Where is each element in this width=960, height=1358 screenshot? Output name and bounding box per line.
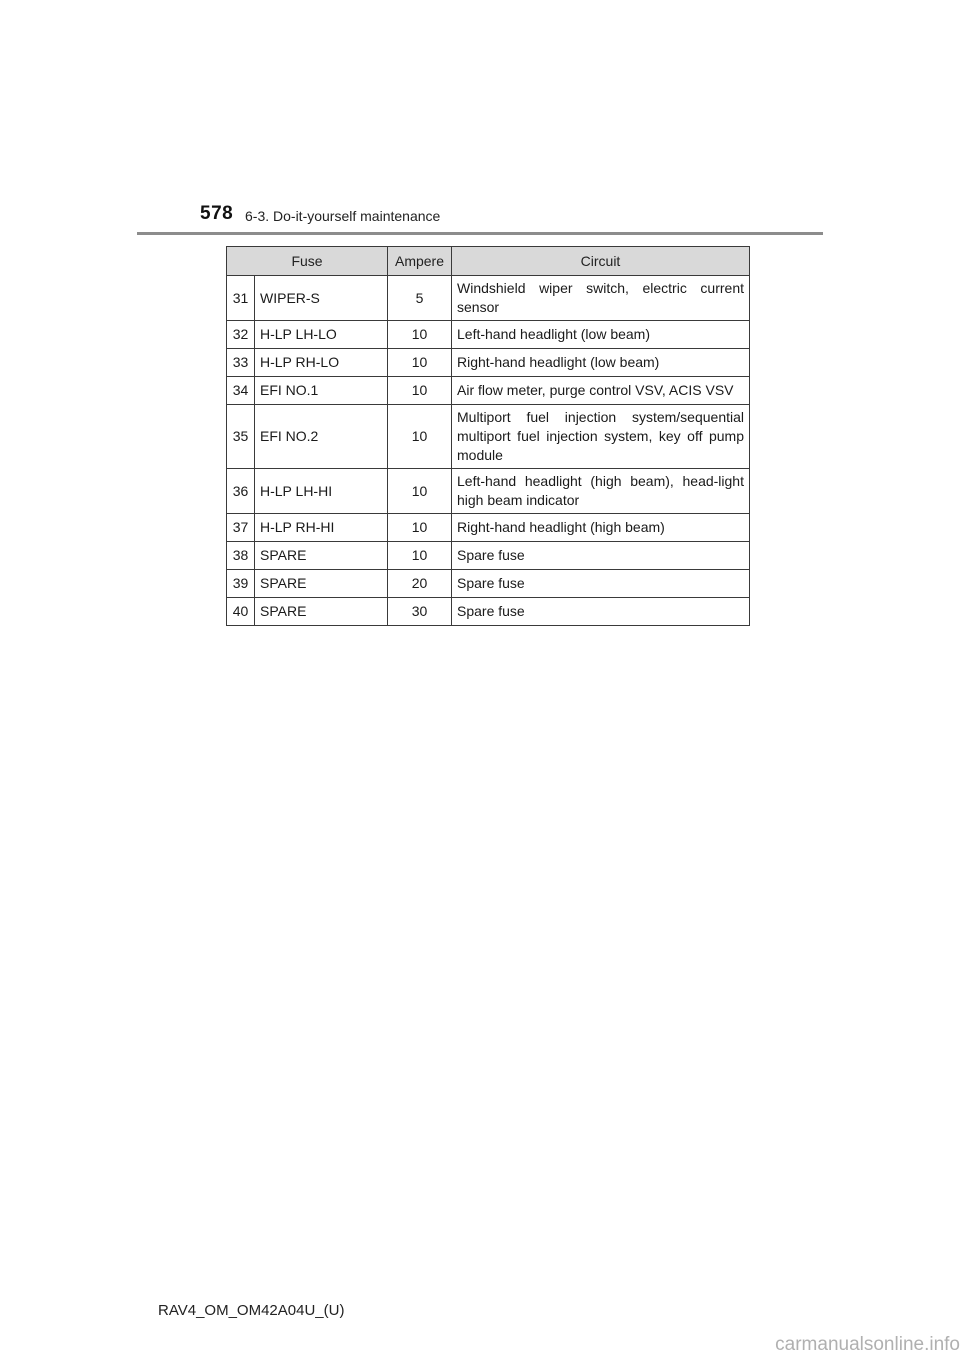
fuse-ampere: 10	[388, 514, 452, 542]
fuse-number: 35	[227, 405, 255, 469]
fuse-name: SPARE	[255, 570, 388, 598]
fuse-name: SPARE	[255, 598, 388, 626]
column-header-fuse: Fuse	[227, 247, 388, 276]
fuse-circuit: Spare fuse	[452, 598, 750, 626]
fuse-ampere: 30	[388, 598, 452, 626]
table-row	[227, 276, 750, 321]
table-header-row	[227, 247, 750, 276]
fuse-ampere: 10	[388, 321, 452, 349]
fuse-circuit: Left-hand headlight (high beam), head-light high beam indicator	[452, 469, 750, 514]
fuse-ampere: 10	[388, 542, 452, 570]
fuse-name: WIPER-S	[255, 276, 388, 321]
table-row	[227, 514, 750, 542]
fuse-name: H-LP LH-HI	[255, 469, 388, 514]
fuse-number: 40	[227, 598, 255, 626]
fuse-circuit: Right-hand headlight (low beam)	[452, 349, 750, 377]
column-header-ampere: Ampere	[388, 247, 452, 276]
fuse-number: 37	[227, 514, 255, 542]
fuse-number: 38	[227, 542, 255, 570]
fuse-name: H-LP RH-HI	[255, 514, 388, 542]
document-id-footer: RAV4_OM_OM42A04U_(U)	[158, 1302, 345, 1319]
table-row	[227, 570, 750, 598]
fuse-number: 34	[227, 377, 255, 405]
header-divider	[137, 232, 823, 235]
table-row	[227, 469, 750, 514]
fuse-circuit: Spare fuse	[452, 570, 750, 598]
fuse-ampere: 5	[388, 276, 452, 321]
fuse-ampere: 20	[388, 570, 452, 598]
table-row	[227, 542, 750, 570]
table-row	[227, 321, 750, 349]
fuse-circuit: Left-hand headlight (low beam)	[452, 321, 750, 349]
fuse-ampere: 10	[388, 377, 452, 405]
column-header-circuit: Circuit	[452, 247, 750, 276]
fuse-ampere: 10	[388, 469, 452, 514]
fuse-table	[226, 246, 750, 626]
fuse-name: SPARE	[255, 542, 388, 570]
fuse-ampere: 10	[388, 405, 452, 469]
fuse-name: H-LP RH-LO	[255, 349, 388, 377]
fuse-name: EFI NO.1	[255, 377, 388, 405]
table-row	[227, 349, 750, 377]
fuse-number: 39	[227, 570, 255, 598]
fuse-circuit: Windshield wiper switch, electric current sensor	[452, 276, 750, 321]
fuse-circuit: Air flow meter, purge control VSV, ACIS VSV	[452, 377, 750, 405]
table-row	[227, 598, 750, 626]
table-row	[227, 377, 750, 405]
fuse-circuit: Right-hand headlight (high beam)	[452, 514, 750, 542]
fuse-ampere: 10	[388, 349, 452, 377]
watermark: carmanualsonline.info	[775, 1334, 960, 1355]
fuse-number: 31	[227, 276, 255, 321]
fuse-circuit: Spare fuse	[452, 542, 750, 570]
page-number: 578	[200, 203, 234, 224]
table-row	[227, 405, 750, 469]
page-header	[0, 0, 960, 240]
fuse-circuit: Multiport fuel injection system/sequential multiport fuel injection system, key off pump module	[452, 405, 750, 469]
fuse-name: H-LP LH-LO	[255, 321, 388, 349]
fuse-number: 36	[227, 469, 255, 514]
section-title: 6-3. Do-it-yourself maintenance	[245, 208, 441, 224]
fuse-name: EFI NO.2	[255, 405, 388, 469]
fuse-number: 33	[227, 349, 255, 377]
fuse-number: 32	[227, 321, 255, 349]
